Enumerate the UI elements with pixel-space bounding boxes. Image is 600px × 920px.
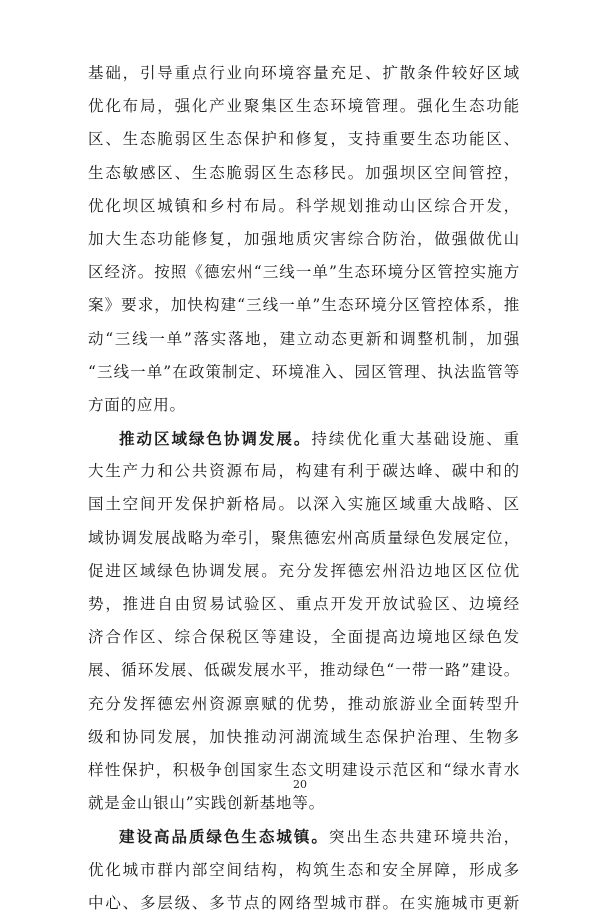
paragraph-eco-towns — [88, 820, 520, 920]
text-line: 中心、多层级、多节点的网络型城市群。在实施城市更新 — [88, 893, 520, 912]
text-line: 国土空间开发保护新格局。以深入实施区域重大战略、区 — [88, 495, 520, 514]
text-line: 方面的应用。 — [88, 395, 186, 414]
text-line: 大生产力和公共资源布局，构建有利于碳达峰、碳中和的 — [88, 462, 520, 481]
text-line: 区经济。按照《德宏州“三线一单”生态环境分区管控实施方 — [88, 263, 520, 282]
text-line: 基础，引导重点行业向环境容量充足、扩散条件较好区域 — [88, 64, 520, 82]
text-line — [88, 820, 520, 853]
text-line: 域协调发展战略为牵引，聚焦德宏州高质量绿色发展定位， — [88, 528, 520, 547]
text-line: 级和协同发展，加快推动河湖流域生态保护治理、生物多 — [88, 727, 520, 746]
text-line: “三线一单”在政策制定、环境准入、园区管理、执法监管等 — [88, 362, 520, 381]
text-line: 济合作区、综合保税区等建设，全面提高边境地区绿色发 — [88, 628, 520, 647]
page-number: 20 — [293, 778, 307, 791]
text-line: 样性保护，积极争创国家生态文明建设示范区和“绿水青水 — [88, 760, 520, 779]
text-line: 优化布局，强化产业聚集区生态环境管理。强化生态功能 — [88, 97, 520, 116]
text-line — [88, 422, 520, 455]
text-run: 持续优化重大基础设施、重 — [311, 430, 520, 449]
text-line: 展、循环发展、低碳发展水平，推动绿色“一带一路”建设。 — [88, 661, 520, 680]
text-line: 动“三线一单”落实落地，建立动态更新和调整机制，加强 — [88, 329, 520, 348]
text-line: 区、生态脆弱区生态保护和修复，支持重要生态功能区、 — [88, 130, 520, 149]
text-line: 生态敏感区、生态脆弱区生态移民。加强坝区空间管控， — [88, 163, 520, 182]
text-line: 充分发挥德宏州资源禀赋的优势，推动旅游业全面转型升 — [88, 694, 520, 713]
text-line: 优化坝区城镇和乡村布局。科学规划推动山区综合开发， — [88, 196, 520, 215]
paragraph-regional-development — [88, 422, 520, 820]
text-line: 促进区域绿色协调发展。充分发挥德宏州沿边地区区位优 — [88, 561, 520, 580]
text-line: 势，推进自由贸易试验区、重点开发开放试验区、边境经 — [88, 595, 520, 613]
text-line: 优化城市群内部空间结构，构筑生态和安全屏障，形成多 — [88, 860, 520, 879]
text-run: 突出生态共建环境共治， — [328, 828, 520, 847]
section-heading: 推动区域绿色协调发展。 — [119, 429, 312, 449]
text-line: 案》要求，加快构建“三线一单”生态环境分区管控体系，推 — [88, 296, 520, 315]
section-heading: 建设高品质绿色生态城镇。 — [119, 827, 329, 847]
text-line: 加大生态功能修复，加强地质灾害综合防治，做强做优山 — [88, 229, 520, 248]
paragraph-spatial-control — [88, 57, 520, 422]
text-line: 就是金山银山”实践创新基地等。 — [88, 794, 325, 813]
